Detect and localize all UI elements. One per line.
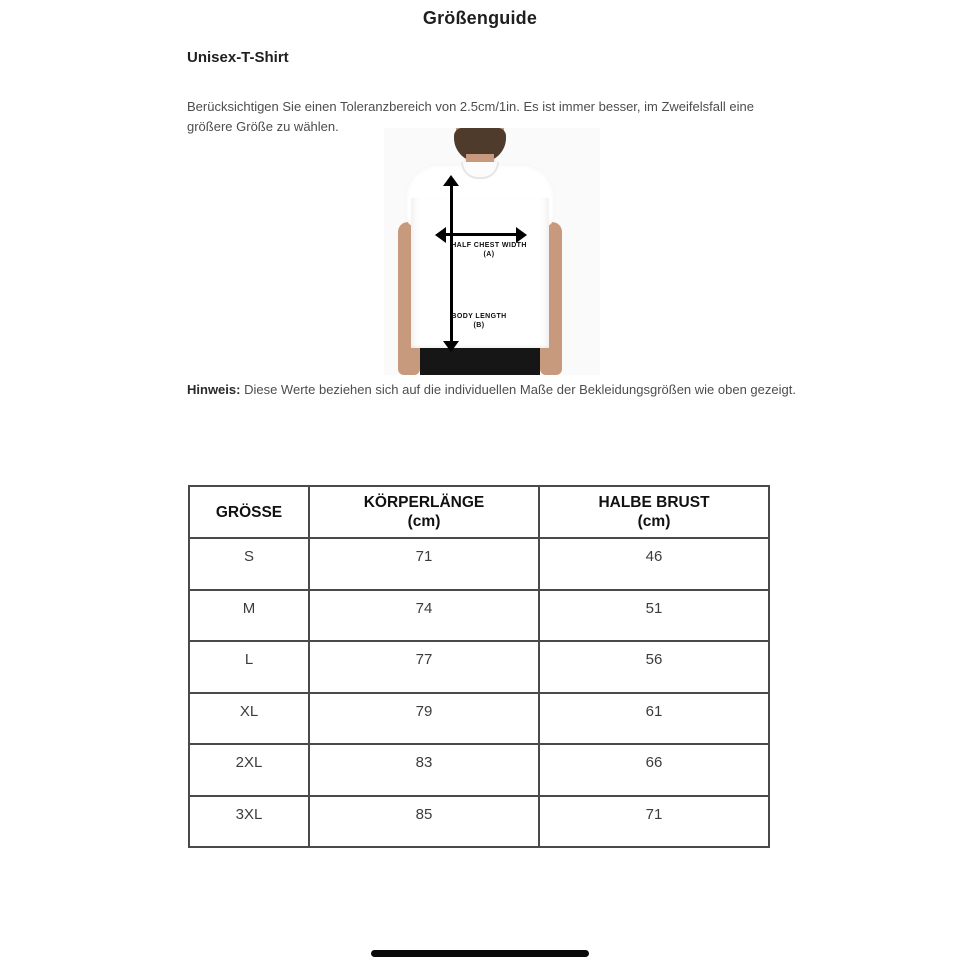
table-row [189,693,769,745]
hint-label: Hinweis: [187,382,241,397]
table-row [189,590,769,642]
arrow-up-icon [443,175,459,186]
table-row [189,744,769,796]
table-cell: 61 [539,693,769,745]
table-cell: 56 [539,641,769,693]
table-cell: 85 [309,796,539,848]
column-header-halbe-brust: HALBE BRUST (cm) [539,486,769,538]
chest-width-label: HALF CHEST WIDTH (A) [451,242,527,258]
table-cell: S [189,538,309,590]
arrow-down-icon [443,341,459,352]
table-cell: 83 [309,744,539,796]
table-cell: 71 [539,796,769,848]
table-cell: 71 [309,538,539,590]
column-header-groesse: GRÖSSE [189,486,309,538]
table-cell: 77 [309,641,539,693]
table-cell: 46 [539,538,769,590]
size-diagram-photo [384,128,600,375]
size-table-body [189,538,769,847]
product-name: Unisex-T-Shirt [187,49,289,66]
table-row [189,641,769,693]
table-cell: M [189,590,309,642]
tolerance-note: Berücksichtigen Sie einen Toleranzbereich von 2.5cm/1in. Es ist immer besser, im Zweifelsfall eine größere Größe zu wählen. [187,99,754,134]
home-indicator-bar [371,950,589,957]
table-cell: 66 [539,744,769,796]
page-title: Größenguide [422,8,538,28]
hint-note [187,382,807,397]
table-row [189,796,769,848]
body-length-label: BODY LENGTH (B) [451,313,507,329]
column-header-koerperlaenge: KÖRPERLÄNGE (cm) [309,486,539,538]
table-cell: 74 [309,590,539,642]
model-pants [420,348,540,375]
table-cell: L [189,641,309,693]
table-cell: 2XL [189,744,309,796]
table-cell: XL [189,693,309,745]
size-table [188,485,770,848]
hint-text: Diese Werte beziehen sich auf die individuellen Maße der Bekleidungsgrößen wie oben gezeigt. [240,382,796,397]
table-cell: 51 [539,590,769,642]
table-cell: 3XL [189,796,309,848]
table-header-row [189,486,769,538]
chest-width-arrow [445,233,517,236]
table-row [189,538,769,590]
table-cell: 79 [309,693,539,745]
